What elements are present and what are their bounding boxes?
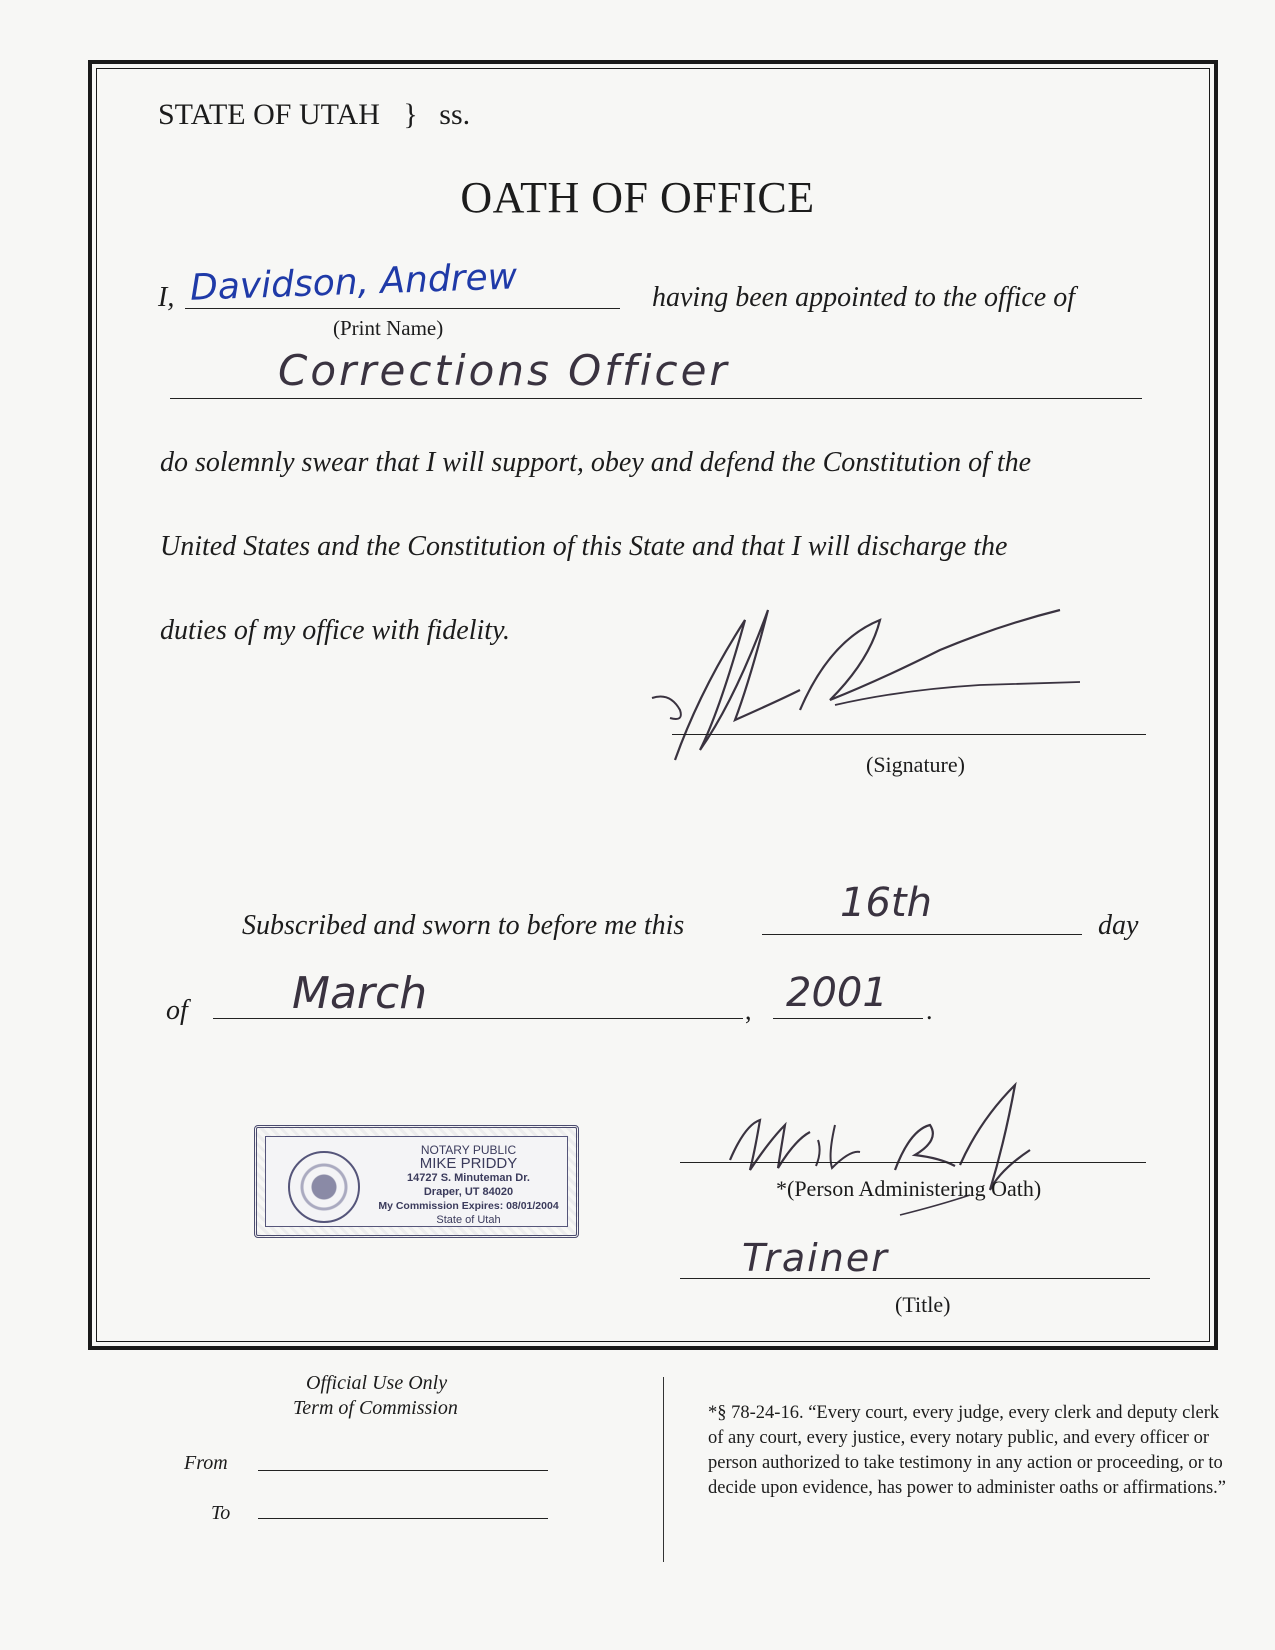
statute-note-text: *§ 78-24-16. “Every court, every judge, every clerk and deputy clerk of any court, every justice, every notary public, and every officer or person authorized to take testimony in any action or proceeding, or to decide upon evidence, has power to administer oaths or affirmations.”: [708, 1403, 1227, 1498]
comma: ,: [745, 996, 752, 1025]
signature-line: [672, 734, 1146, 735]
handwritten-day: 16th: [840, 880, 932, 926]
to-line: [258, 1518, 548, 1519]
ss-abbrev: ss.: [439, 98, 471, 131]
stamp-line-5: My Commission Expires: 08/01/2004: [378, 1200, 559, 1212]
print-name-caption: (Print Name): [333, 316, 444, 340]
oath-line-3: duties of my office with fidelity.: [160, 615, 510, 646]
stamp-line-4: Draper, UT 84020: [423, 1186, 514, 1198]
period: .: [926, 996, 933, 1025]
stamp-line-6: State of Utah: [436, 1214, 501, 1226]
footer-divider: [663, 1377, 664, 1562]
day-suffix: day: [1098, 910, 1139, 941]
handwritten-month: March: [292, 968, 428, 1019]
handwritten-office: Corrections Officer: [278, 346, 730, 395]
signature-caption: (Signature): [866, 752, 965, 777]
from-line: [258, 1470, 548, 1471]
appointed-text: having been appointed to the office of: [652, 282, 1076, 313]
notary-stamp: [254, 1125, 579, 1238]
stamp-line-2: MIKE PRIDDY: [419, 1155, 518, 1172]
handwritten-name: Davidson, Andrew: [189, 256, 518, 309]
of-label: of: [166, 995, 188, 1026]
state-name: STATE OF UTAH: [158, 98, 380, 131]
administrator-caption: *(Person Administering Oath): [776, 1176, 1042, 1201]
to-label: To: [211, 1502, 231, 1524]
statute-note: [708, 1401, 1228, 1501]
official-use-label: Official Use Only: [306, 1372, 448, 1394]
stamp-line-1: NOTARY PUBLIC: [420, 1143, 517, 1157]
state-heading: [158, 98, 470, 132]
stamp-line-3: 14727 S. Minuteman Dr.: [407, 1172, 530, 1184]
oath-line-1: do solemnly swear that I will support, obey and defend the Constitution of the: [160, 447, 1032, 478]
document-title: OATH OF OFFICE: [460, 173, 815, 222]
print-name-line: [185, 308, 620, 309]
day-line: [762, 934, 1082, 935]
state-seal-icon: [288, 1151, 360, 1223]
oath-taker-signature: [640, 600, 1100, 770]
year-line: [773, 1018, 923, 1019]
from-label: From: [184, 1452, 228, 1474]
administrator-line: [680, 1162, 1146, 1163]
term-of-commission-label: Term of Commission: [293, 1397, 458, 1419]
i-prefix: I,: [158, 282, 175, 313]
oath-line-2: United States and the Constitution of this State and that I will discharge the: [160, 531, 1008, 562]
brace: }: [403, 98, 418, 131]
sworn-prefix: Subscribed and sworn to before me this: [242, 910, 685, 941]
title-caption: (Title): [895, 1292, 951, 1317]
handwritten-year: 2001: [786, 970, 888, 1016]
handwritten-title: Trainer: [742, 1236, 889, 1280]
office-line: [170, 398, 1142, 399]
